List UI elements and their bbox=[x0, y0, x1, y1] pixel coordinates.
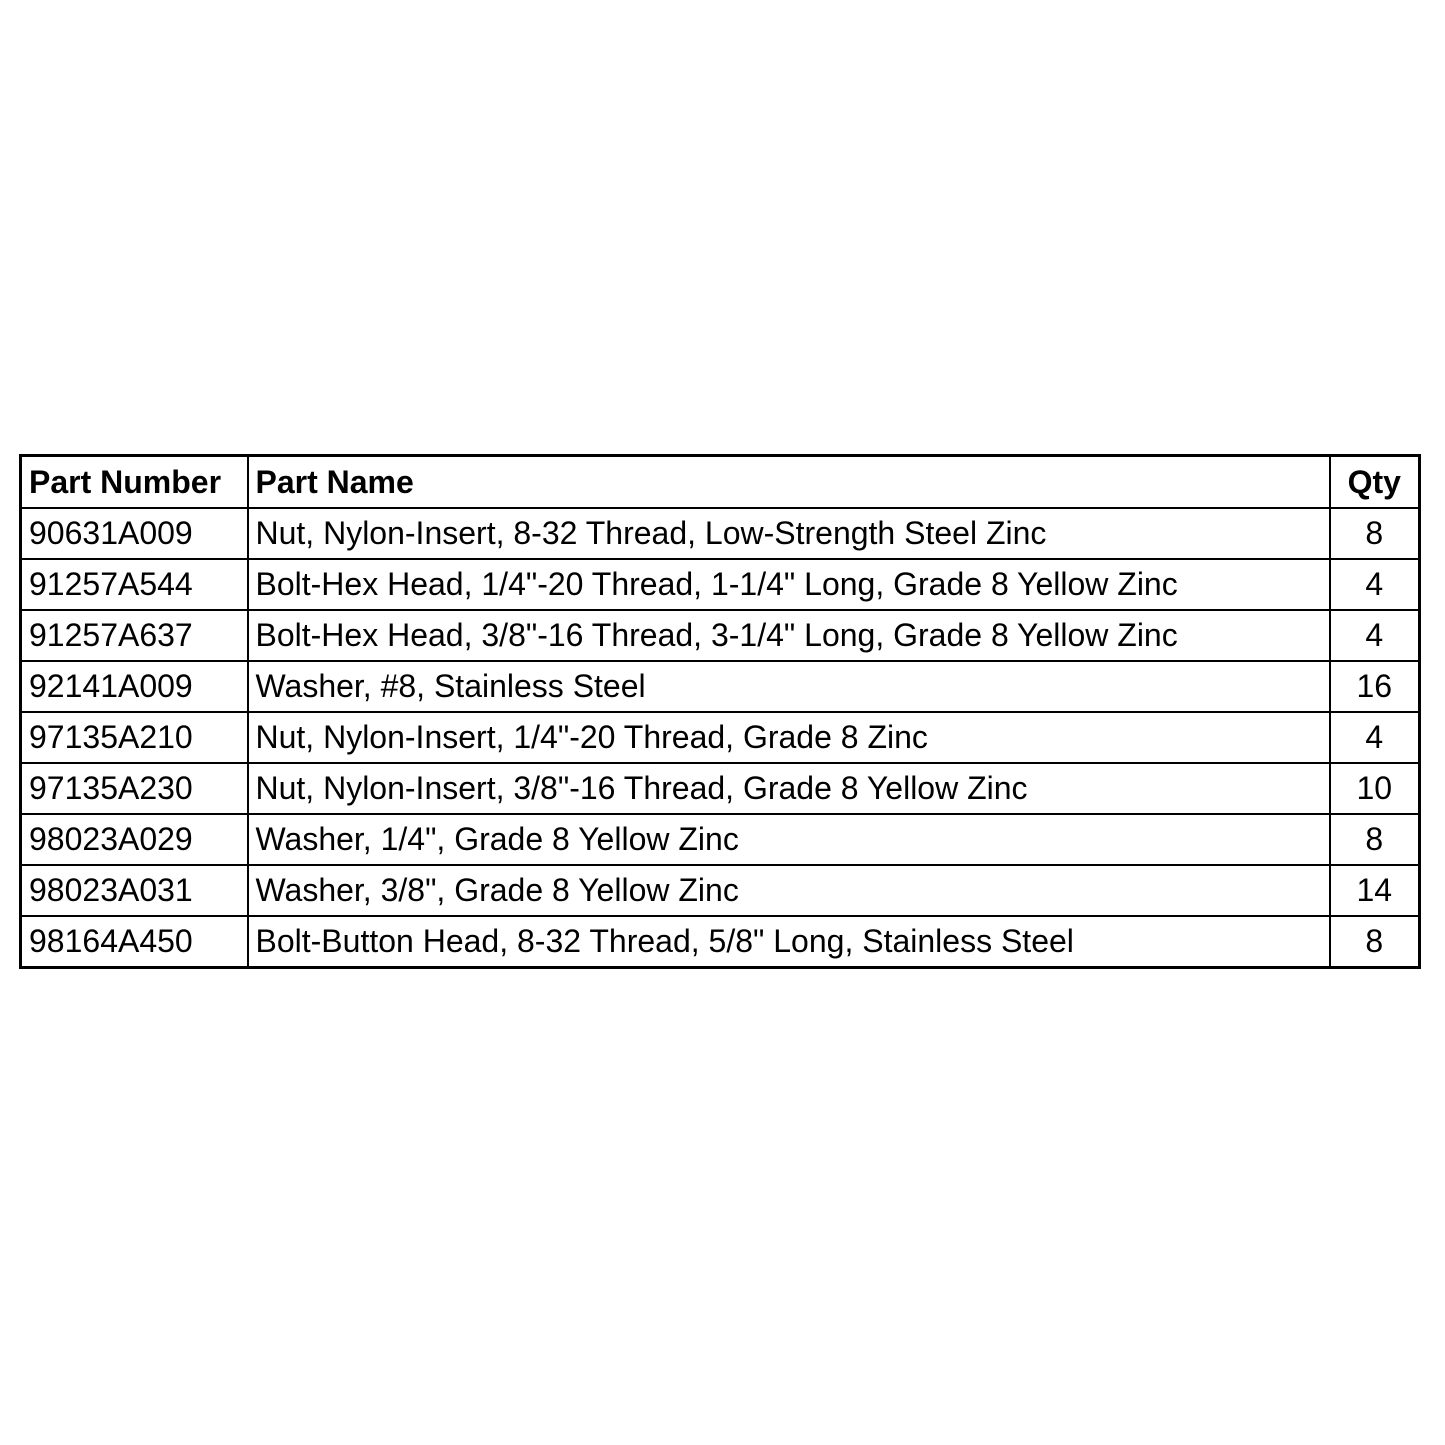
part-number-cell: 91257A637 bbox=[21, 610, 248, 661]
table-row bbox=[21, 508, 1420, 559]
qty-cell: 4 bbox=[1330, 712, 1420, 763]
table-row bbox=[21, 814, 1420, 865]
part-name-cell: Nut, Nylon-Insert, 8-32 Thread, Low-Strength Steel Zinc bbox=[248, 508, 1330, 559]
table-header-row bbox=[21, 456, 1420, 509]
part-number-cell: 98023A031 bbox=[21, 865, 248, 916]
header-part-name: Part Name bbox=[248, 456, 1330, 509]
table-row bbox=[21, 610, 1420, 661]
part-number-cell: 90631A009 bbox=[21, 508, 248, 559]
part-number-cell: 91257A544 bbox=[21, 559, 248, 610]
qty-cell: 8 bbox=[1330, 508, 1420, 559]
table-row bbox=[21, 916, 1420, 968]
part-number-cell: 97135A210 bbox=[21, 712, 248, 763]
qty-cell: 4 bbox=[1330, 559, 1420, 610]
qty-cell: 16 bbox=[1330, 661, 1420, 712]
header-part-number: Part Number bbox=[21, 456, 248, 509]
qty-cell: 10 bbox=[1330, 763, 1420, 814]
qty-cell: 8 bbox=[1330, 916, 1420, 968]
part-name-cell: Washer, #8, Stainless Steel bbox=[248, 661, 1330, 712]
table-row bbox=[21, 712, 1420, 763]
part-name-cell: Nut, Nylon-Insert, 3/8"-16 Thread, Grade 8 Yellow Zinc bbox=[248, 763, 1330, 814]
part-number-cell: 92141A009 bbox=[21, 661, 248, 712]
part-name-cell: Bolt-Hex Head, 3/8"-16 Thread, 3-1/4" Long, Grade 8 Yellow Zinc bbox=[248, 610, 1330, 661]
table-row bbox=[21, 865, 1420, 916]
part-name-cell: Nut, Nylon-Insert, 1/4"-20 Thread, Grade 8 Zinc bbox=[248, 712, 1330, 763]
table-row bbox=[21, 763, 1420, 814]
part-number-cell: 97135A230 bbox=[21, 763, 248, 814]
parts-table bbox=[19, 454, 1421, 969]
part-name-cell: Washer, 3/8", Grade 8 Yellow Zinc bbox=[248, 865, 1330, 916]
part-name-cell: Bolt-Hex Head, 1/4"-20 Thread, 1-1/4" Long, Grade 8 Yellow Zinc bbox=[248, 559, 1330, 610]
qty-cell: 14 bbox=[1330, 865, 1420, 916]
qty-cell: 8 bbox=[1330, 814, 1420, 865]
part-number-cell: 98164A450 bbox=[21, 916, 248, 968]
qty-cell: 4 bbox=[1330, 610, 1420, 661]
part-name-cell: Bolt-Button Head, 8-32 Thread, 5/8" Long, Stainless Steel bbox=[248, 916, 1330, 968]
table-row bbox=[21, 559, 1420, 610]
part-number-cell: 98023A029 bbox=[21, 814, 248, 865]
header-qty: Qty bbox=[1330, 456, 1420, 509]
table-row bbox=[21, 661, 1420, 712]
part-name-cell: Washer, 1/4", Grade 8 Yellow Zinc bbox=[248, 814, 1330, 865]
